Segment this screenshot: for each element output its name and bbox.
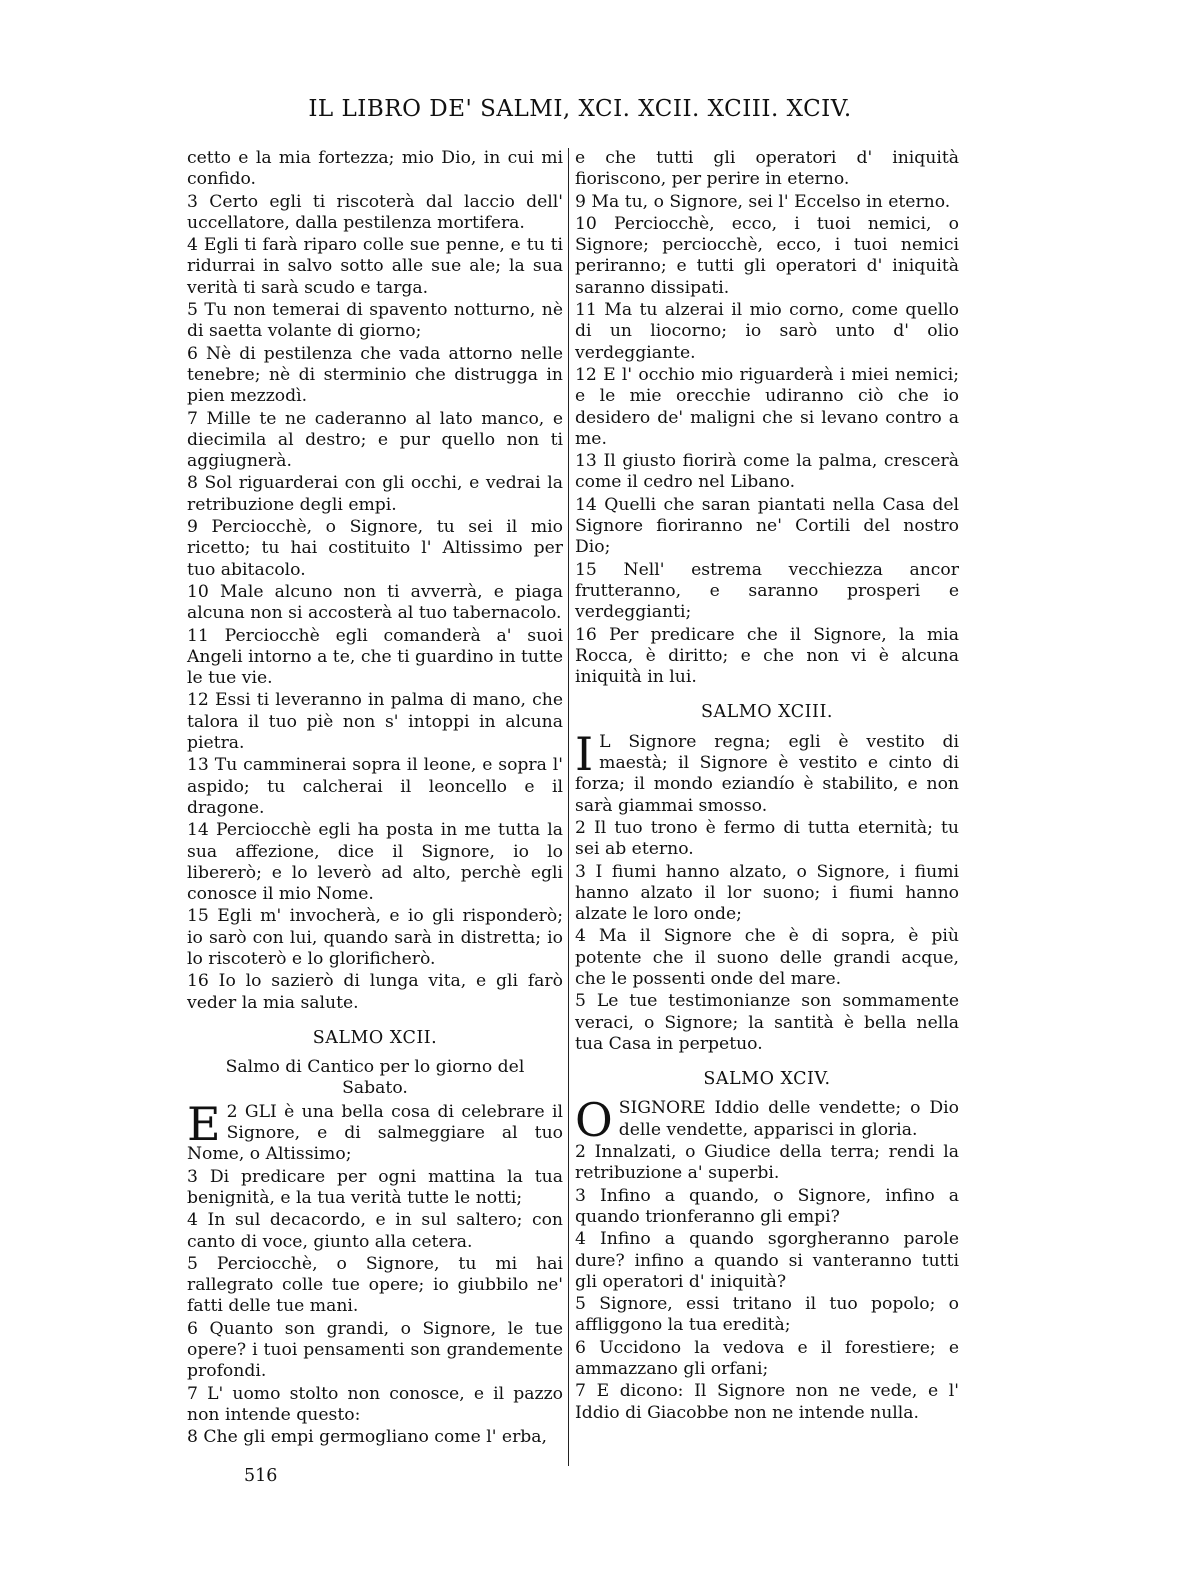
verse: 6 Uccidono la vedova e il forestiere; e ammazzano gli orfani; [575, 1337, 959, 1380]
psalm-94-first-verse [575, 1093, 959, 1148]
verse: 16 Per predicare che il Signore, la mia Rocca, è diritto; e che non vi è alcuna iniquità in lui. [575, 624, 959, 688]
verse: 8 Sol riguarderai con gli occhi, e vedrai la retribuzione degli empi. [187, 473, 563, 515]
verse: 8 Che gli empi germogliano come l' erba, [187, 1427, 547, 1448]
verse: 3 Infino a quando, o Signore, infino a quando trionferanno gli empi? [575, 1185, 959, 1227]
verse: 3 I fiumi hanno alzato, o Signore, i fiumi hanno alzato il lor suono; i fiumi hanno alzate le loro onde; [575, 861, 959, 925]
right-column [575, 148, 959, 1425]
verse: cetto e la mia fortezza; mio Dio, in cui mi confido. [187, 148, 563, 190]
drop-cap: I [575, 726, 594, 781]
page-number: 516 [244, 1466, 278, 1486]
verse: 15 Nell' estrema vecchiezza ancor frutteranno, e saranno prosperi e verdeggianti; [575, 559, 959, 623]
verse: 7 E dicono: Il Signore non ne vede, e l' Iddio di Giacobbe non ne intende nulla. [575, 1381, 959, 1423]
verse: 5 Tu non temerai di spavento notturno, nè di saetta volante di giorno; [187, 300, 563, 342]
psalm-92-title: SALMO XCII. [312, 1027, 438, 1048]
verse: 4 Ma il Signore che è di sopra, è più potente che il suono delle grandi acque, che le possenti onde del mare. [575, 926, 959, 989]
drop-cap: O [575, 1093, 613, 1148]
drop-cap: E [187, 1096, 221, 1151]
left-column [187, 148, 563, 1450]
verse: 14 Perciocchè egli ha posta in me tutta la sua affezione, dice il Signore, io lo libererò; e lo leverò ad alto, perchè egli conosce il mio Nome. [187, 820, 563, 905]
psalm-94-title: SALMO XCIV. [703, 1069, 831, 1090]
verse: 3 Di predicare per ogni mattina la tua benignità, e la tua verità tutte le notti; [187, 1166, 563, 1208]
verse-text: L Signore regna; egli è vestito di maestà; il Signore è vestito e cinto di forza; il mondo eziandío è stabilito, e non sarà giammai smosso. [575, 731, 959, 816]
verse: 11 Ma tu alzerai il mio corno, come quello di un liocorno; io sarò unto d' olio verdeggiante. [575, 300, 959, 363]
verse: 7 Mille te ne caderanno al lato manco, e diecimila al destro; e pur quello non ti aggiugnerà. [187, 408, 563, 472]
verse: 4 Infino a quando sgorgheranno parole dure? infino a quando si vanteranno tutti gli operatori d' iniquità? [575, 1229, 959, 1292]
verse: 5 Signore, essi tritano il tuo popolo; o affliggono la tua eredità; [575, 1294, 959, 1336]
verse: 5 Le tue testimonianze son sommamente veraci, o Signore; la santità è bella nella tua Casa in perpetuo. [575, 991, 959, 1054]
verse-number: 2 [226, 1101, 238, 1122]
psalm-93-title: SALMO XCIII. [701, 702, 833, 723]
verse: 4 In sul decacordo, e in sul saltero; con canto di voce, giunto alla cetera. [187, 1210, 563, 1252]
verse: 10 Male alcuno non ti avverrà, e piaga alcuna non si accosterà al tuo tabernacolo. [187, 581, 563, 624]
verse: 6 Nè di pestilenza che vada attorno nelle tenebre; nè di sterminio che distrugga in pien mezzodì. [187, 343, 563, 407]
verse-text: SIGNORE Iddio delle vendette; o Dio delle vendette, apparisci in gloria. [618, 1098, 959, 1140]
verse-text: GLI è una bella cosa di celebrare il Signore, e di salmeggiare al tuo Nome, o Altissimo; [187, 1101, 563, 1165]
verse: 3 Certo egli ti riscoterà dal laccio dell' uccellatore, dalla pestilenza mortifera. [187, 191, 563, 233]
verse: 16 Io lo sazierò di lunga vita, e gli farò veder la mia salute. [187, 971, 563, 1013]
verse: 9 Perciocchè, o Signore, tu sei il mio ricetto; tu hai costituito l' Altissimo per tuo abitacolo. [187, 517, 563, 580]
verse: 2 Il tuo trono è fermo di tutta eternità; tu sei ab eterno. [575, 817, 959, 860]
verse: 10 Perciocchè, ecco, i tuoi nemici, o Signore; perciocchè, ecco, i tuoi nemici periranno; e tutti gli operatori d' iniquità saranno dissipati. [575, 213, 959, 298]
psalm-92-first-verse [187, 1096, 563, 1166]
verse: 14 Quelli che saran piantati nella Casa del Signore fioriranno ne' Cortili del nostro Dio; [575, 494, 959, 558]
verse: 12 Essi ti leveranno in palma di mano, che talora il tuo piè non s' intoppi in alcuna pietra. [187, 690, 563, 754]
running-header: IL LIBRO DE' SALMI, XCI. XCII. XCIII. XCIV. [308, 96, 852, 122]
verse: 5 Perciocchè, o Signore, tu mi hai rallegrato colle tue opere; io giubbilo ne' fatti delle tue mani. [187, 1253, 563, 1317]
verse: 6 Quanto son grandi, o Signore, le tue opere? i tuoi pensamenti son grandemente profondi. [187, 1318, 563, 1382]
verse: 13 Il giusto fiorirà come la palma, crescerà come il cedro nel Libano. [575, 451, 959, 493]
verse: 2 Innalzati, o Giudice della terra; rendi la retribuzione a' superbi. [575, 1142, 959, 1184]
column-divider [568, 148, 569, 1466]
verse: e che tutti gli operatori d' iniquità fioriscono, per perire in eterno. [575, 148, 959, 190]
verse: 11 Perciocchè egli comanderà a' suoi Angeli intorno a te, che ti guardino in tutte le tue vie. [187, 625, 563, 689]
psalm-93-first-verse [575, 726, 959, 817]
verse: 4 Egli ti farà riparo colle sue penne, e tu ti ridurrai in salvo sotto alle sue ale; la sua verità ti sarà scudo e targa. [187, 235, 563, 298]
verse: 7 L' uomo stolto non conosce, e il pazzo non intende questo: [187, 1383, 563, 1425]
psalm-92-subtitle: Salmo di Cantico per lo giorno del Sabato. [225, 1057, 525, 1099]
verse: 15 Egli m' invocherà, e io gli risponderò; io sarò con lui, quando sarà in distretta; io lo riscoterò e lo glorificherò. [187, 906, 563, 969]
verse: 12 E l' occhio mio riguarderà i miei nemici; e le mie orecchie udiranno ciò che io desidero de' maligni che si levano contro a me. [575, 364, 959, 449]
verse: 9 Ma tu, o Signore, sei l' Eccelso in eterno. [575, 191, 951, 212]
verse: 13 Tu camminerai sopra il leone, e sopra l' aspido; tu calcherai il leoncello e il dragone. [187, 755, 563, 818]
